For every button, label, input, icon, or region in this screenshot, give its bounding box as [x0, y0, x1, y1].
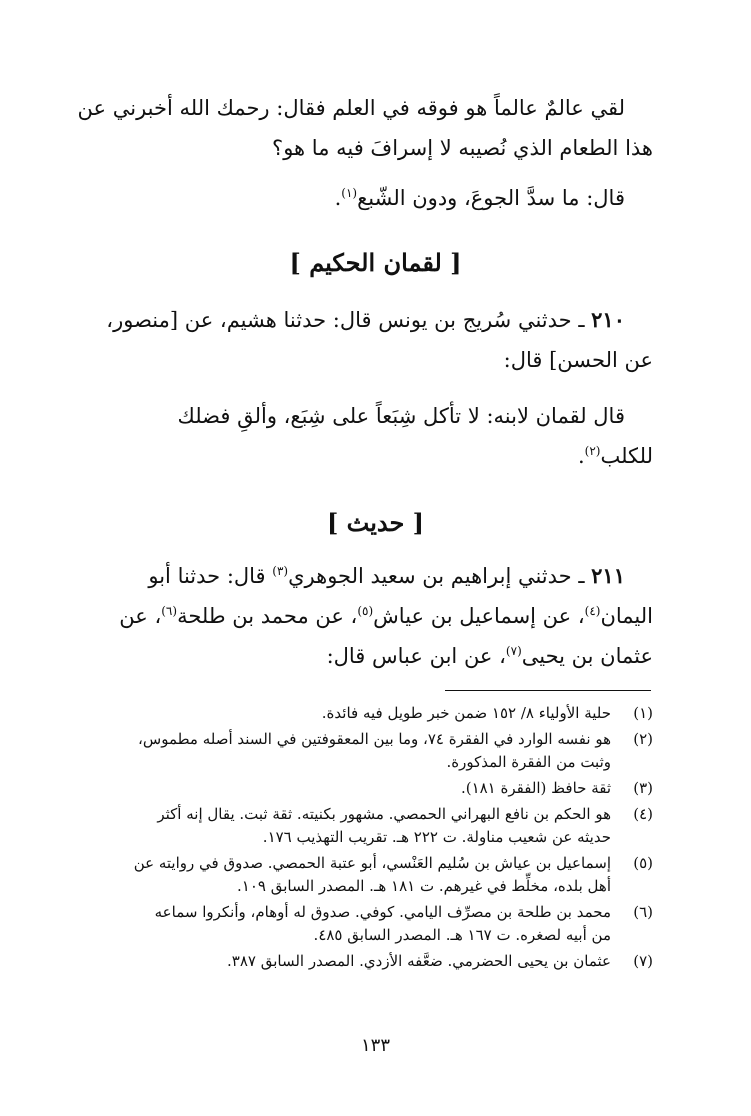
- text-line: اليمان$^{(٤)}$، عن إسماعيل بن عياش$^{(٥)}$، عن محمد بن طلحة$^{(٦)}$، عن: [119, 604, 653, 628]
- footnote-number: (٣): [633, 779, 653, 797]
- footnote-ref[interactable]: (٢): [584, 444, 601, 458]
- footnote-number: (٧): [633, 952, 653, 970]
- footnote-number: (٤): [633, 805, 653, 823]
- text-line: قال لقمان لابنه: لا تأكل شِبَعاً على شِبَع، وألقِ فضلك: [177, 404, 625, 428]
- footnote-divider: [445, 690, 651, 691]
- footnote-ref[interactable]: (٧): [505, 644, 522, 658]
- footnote-text: ثقة حافظ (الفقرة ١٨١).: [460, 779, 611, 797]
- footnote-item: [98, 777, 653, 800]
- text-line: عثمان بن يحيى$^{(٧)}$، عن ابن عباس قال:: [326, 644, 653, 668]
- footnote-number: (٢): [633, 730, 653, 748]
- text-line: ٢١٠ ـ حدثني سُريج بن يونس قال: حدثنا هشيم، عن [منصور،: [106, 307, 625, 332]
- footnote-text: هو الحكم بن نافع البهراني الحمصي. مشهور بكنيته. ثقة ثبت. يقال إنه أكثر حديثه عن شعيب مناولة. ت ٢٢٢ هـ. تقريب التهذيب ١٧٦.: [157, 805, 611, 846]
- text-line: هذا الطعام الذي نُصيبه لا إسرافَ فيه ما هو؟: [272, 136, 653, 160]
- footnote-ref[interactable]: (٣): [272, 564, 289, 578]
- paragraph-answer: [98, 178, 653, 218]
- footnote-ref[interactable]: (٦): [161, 604, 178, 618]
- section-heading-luqman: [ لقمان الحكيم ]: [289, 248, 462, 277]
- footnote-item: [98, 728, 653, 774]
- footnote-ref[interactable]: (٥): [357, 604, 374, 618]
- paragraph-number: ٢١٠: [591, 307, 625, 332]
- section-heading-hadith: [ حديث ]: [326, 508, 425, 537]
- footnote-text: حلية الأولياء ٨/ ١٥٢ ضمن خبر طويل فيه فائدة.: [321, 704, 611, 722]
- text-line: ٢١١ ـ حدثني إبراهيم بن سعيد الجوهري$^{(٣)}$ قال: حدثنا أبو: [148, 563, 625, 588]
- footnote-item: [98, 803, 653, 849]
- footnote-number: (١): [633, 704, 653, 722]
- footnote-item: [98, 901, 653, 947]
- text-line: لقي عالمٌ عالماً هو فوقه في العلم فقال: رحمك الله أخبرني عن: [77, 96, 625, 120]
- paragraph-number: ٢١١: [591, 563, 625, 588]
- footnote-number: (٥): [633, 854, 653, 872]
- footnote-ref[interactable]: (١): [341, 186, 358, 200]
- page-number: ١٣٣: [360, 1035, 390, 1056]
- paragraph-luqman-saying: [98, 396, 653, 476]
- footnote-ref[interactable]: (٤): [584, 604, 601, 618]
- footnote-text: عثمان بن يحيى الحضرمي. ضعَّفه الأزدي. المصدر السابق ٣٨٧.: [227, 952, 611, 970]
- footnote-item: [98, 702, 653, 725]
- footnote-text: هو نفسه الوارد في الفقرة ٧٤، وما بين المعقوفتين في السند أصله مطموس، وثبت من الفقرة المذكورة.: [138, 730, 611, 771]
- text-line: للكلب$^{(٢)}$.: [577, 444, 653, 468]
- footnotes: [98, 702, 653, 976]
- text-line: عن الحسن] قال:: [503, 348, 653, 372]
- footnote-item: [98, 950, 653, 973]
- paragraph-210: [98, 300, 653, 380]
- footnote-item: [98, 852, 653, 898]
- paragraph-question: [77, 88, 653, 168]
- paragraph-211: [98, 556, 653, 676]
- footnote-number: (٦): [633, 903, 653, 921]
- footnote-text: إسماعيل بن عياش بن سُليم العَنْسي، أبو عتبة الحمصي. صدوق في روايته عن أهل بلده، مخلِّط في غيرهم. ت ١٨١ هـ. المصدر السابق ١٠٩.: [133, 854, 611, 895]
- footnote-text: محمد بن طلحة بن مصرِّف اليامي. كوفي. صدوق له أوهام، وأنكروا سماعه من أبيه لصغره. ت ١٦٧ هـ. المصدر السابق ٤٨٥.: [154, 903, 611, 944]
- text-line: قال: ما سدَّ الجوعَ، ودون الشّبع$^{(١)}$.: [334, 186, 625, 210]
